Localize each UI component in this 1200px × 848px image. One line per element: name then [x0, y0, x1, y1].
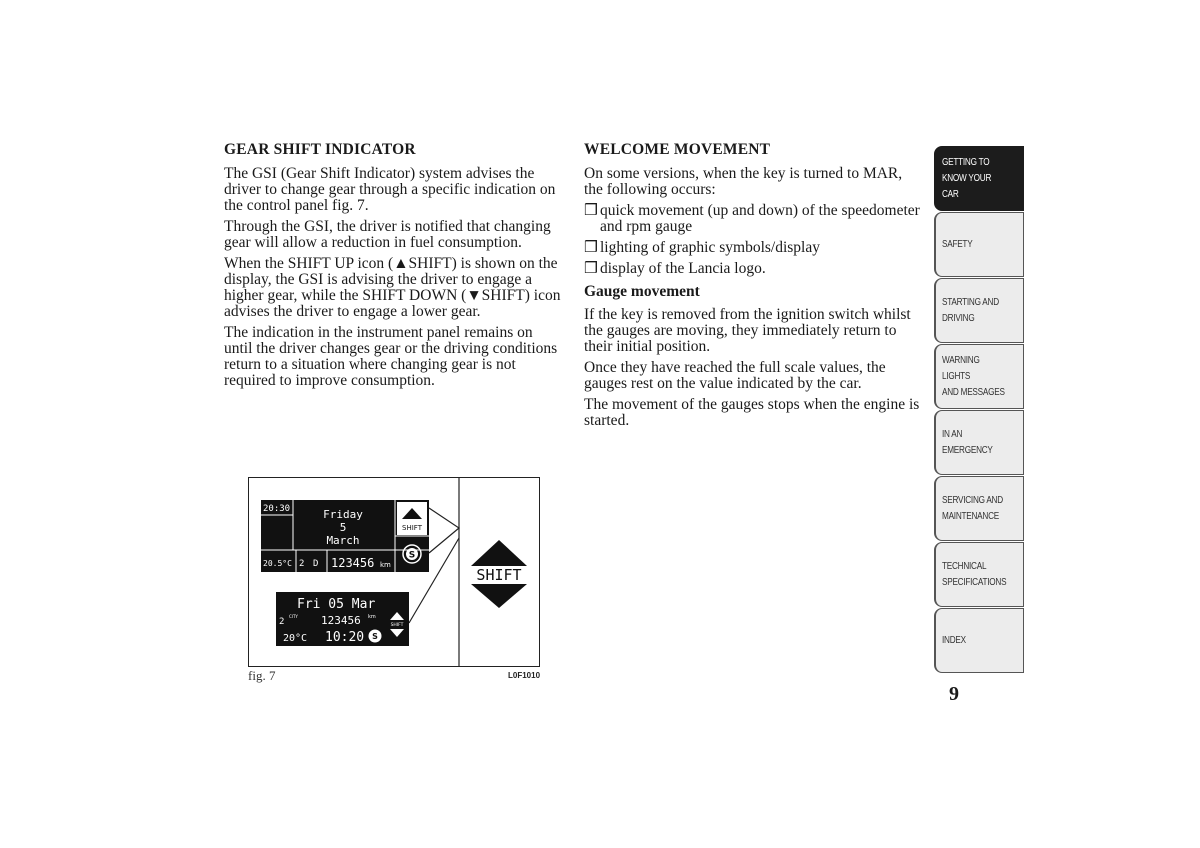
tab-label: WARNING LIGHTS AND MESSAGES: [942, 354, 1005, 398]
bullet-list: [584, 203, 924, 277]
display-1-odometer: 123456: [331, 556, 375, 570]
text-span: When the SHIFT UP icon (: [224, 255, 394, 272]
display-2-date-line: Fri 05 Mar: [297, 597, 376, 612]
paragraph: If the key is removed from the ignition switch whilst the gauges are moving, they immediately return to their initial position.: [584, 306, 911, 355]
display-2-unit: km: [368, 614, 376, 620]
list-item-text: quick movement (up and down) of the speedometer and rpm gauge: [600, 202, 920, 235]
display-2-mode: CITY: [289, 614, 298, 619]
list-item: [584, 203, 924, 235]
list-item-text: lighting of graphic symbols/display: [600, 239, 820, 256]
tab-servicing-and-maintenance[interactable]: [934, 476, 1024, 541]
display-2-odometer: 123456: [321, 614, 361, 627]
paragraph: Once they have reached the full scale values, the gauges rest on the value indicated by the car.: [584, 359, 886, 392]
right-column: [584, 141, 924, 434]
display-2-temp: 20°C: [283, 633, 308, 644]
intro-paragraph: On some versions, when the key is turned to MAR, the following occurs:: [584, 165, 903, 198]
figure-illustration: [249, 478, 539, 666]
tab-label: IN AN EMERGENCY: [942, 428, 993, 456]
paragraph: The indication in the instrument panel remains on until the driver changes gear or the driving conditions return to a situation where changing gear is not required to improve consumption.: [224, 324, 558, 389]
page-number: 9: [949, 683, 959, 705]
display-1-day: Friday: [323, 508, 363, 521]
tab-label: SAFETY: [942, 238, 973, 250]
tab-starting-and-driving[interactable]: [934, 278, 1024, 343]
list-item: [584, 261, 924, 277]
shift-up-icon: ▲: [393, 255, 409, 272]
list-item: [584, 240, 924, 256]
figure-code: L0F1010: [508, 671, 541, 680]
text-span: SHIFT) is shown on the display, the GSI is advising the driver to engage a higher gear, while the SHIFT DOWN (: [224, 255, 558, 304]
display-1-shift-label: SHIFT: [402, 524, 422, 532]
display-1-gear: 2: [299, 559, 305, 569]
big-shift-down-icon: [471, 584, 527, 608]
big-shift-label: SHIFT: [476, 566, 522, 584]
shift-paragraph: [224, 256, 564, 320]
display-2-shift-label: SHIFT: [390, 623, 404, 628]
paragraph: Through the GSI, the driver is notified that changing gear will allow a reduction in fuel consumption.: [224, 218, 551, 251]
text-span: SHIFT) icon advises the driver to engage a lower gear.: [224, 287, 561, 320]
paragraph: The movement of the gauges stops when the engine is started.: [584, 396, 920, 429]
figure-caption: fig. 7: [248, 668, 276, 683]
figure-7: [248, 477, 540, 667]
display-1-time: 20:30: [263, 504, 291, 514]
chapter-tabs: [934, 146, 1024, 674]
checkbox-bullet-icon: ❒: [584, 239, 598, 256]
tab-getting-to-know-your-car[interactable]: [934, 146, 1024, 211]
tab-label: SERVICING AND MAINTENANCE: [942, 494, 1003, 522]
paragraph: The GSI (Gear Shift Indicator) system advises the driver to change gear through a specific indication on the control panel fig. 7.: [224, 165, 556, 214]
tab-warning-lights[interactable]: [934, 344, 1024, 409]
welcome-movement-heading: WELCOME MOVEMENT: [584, 141, 771, 158]
tab-safety[interactable]: [934, 212, 1024, 277]
shift-down-icon: ▼: [466, 287, 482, 304]
display-1-month: March: [326, 534, 360, 547]
display-1-s-icon: S: [408, 550, 416, 561]
big-shift-up-icon: [471, 540, 527, 566]
display-1-mode: D: [313, 559, 319, 569]
checkbox-bullet-icon: ❒: [584, 202, 598, 219]
display-1-unit: km: [380, 561, 391, 569]
checkbox-bullet-icon: ❒: [584, 260, 598, 277]
display-2-gear: 2: [279, 617, 285, 627]
tab-technical-specifications[interactable]: [934, 542, 1024, 607]
gear-shift-indicator-heading: GEAR SHIFT INDICATOR: [224, 141, 416, 158]
tab-in-an-emergency[interactable]: [934, 410, 1024, 475]
tab-label: TECHNICAL SPECIFICATIONS: [942, 560, 1007, 588]
display-2-s-icon: S: [372, 632, 378, 641]
tab-label: INDEX: [942, 634, 966, 646]
display-1-temp: 20.5°C: [263, 559, 292, 568]
gauge-movement-subheading: Gauge movement: [584, 283, 700, 300]
display-1-date: 5: [339, 521, 347, 534]
list-item-text: display of the Lancia logo.: [600, 260, 766, 277]
left-column: [224, 141, 564, 394]
display-2-time: 10:20: [325, 630, 365, 645]
tab-label: GETTING TO KNOW YOUR CAR: [942, 156, 992, 200]
tab-label: STARTING AND DRIVING: [942, 296, 999, 324]
tab-index[interactable]: [934, 608, 1024, 673]
